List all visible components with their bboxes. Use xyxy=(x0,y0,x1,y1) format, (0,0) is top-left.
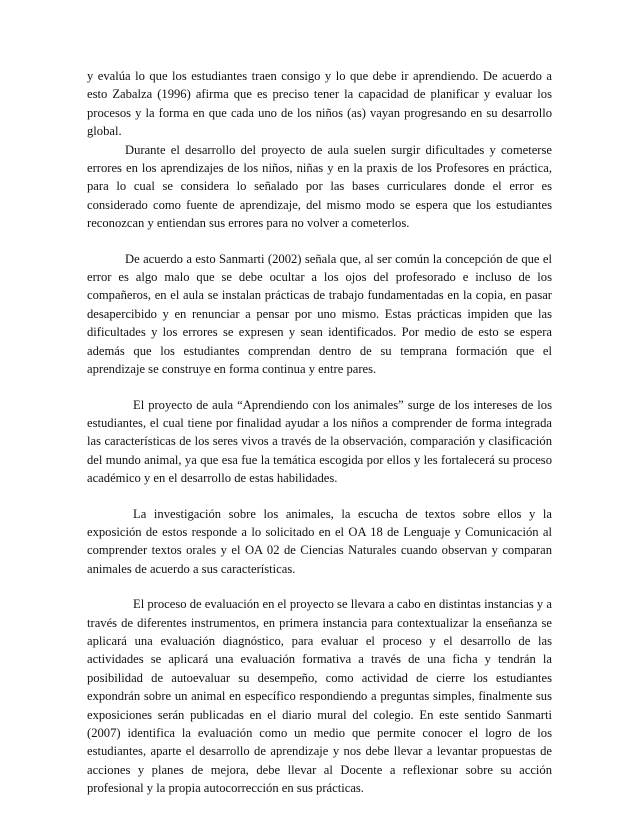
paragraph-animal-research: La investigación sobre los animales, la escucha de textos sobre ellos y la exposición de estos responde a lo solicitado en el OA 18 de Lenguaje y Comunicación al comprender textos orales y el OA 02 de Ciencias Naturales cuando observan y comparan animales de acuerdo a sus características. xyxy=(87,506,552,576)
paragraph-errors-in-project: Durante el desarrollo del proyecto de aula suelen surgir dificultades y cometerse errores en los aprendizajes de los niños, niñas y en la praxis de los Profesores en práctica, para lo cual se considera lo señalado por las bases curriculares donde el error es considerado como fuente de aprendizaje, del mismo modo se espera que los estudiantes reconozcan y entiendan sus errores para no volver a cometerlos. xyxy=(87,142,552,231)
paragraph-evaluation-process: El proceso de evaluación en el proyecto se llevara a cabo en distintas instancias y a través de diferentes instrumentos, en primera instancia para contextualizar la enseñanza se aplicará una evaluación diagnóstico, para evaluar el proceso y el desarrollo de las actividades se aplicará una evaluación formativa a través de una ficha y tendrán la posibilidad de autoevaluar su desempeño, como actividad de cierre los estudiantes expondrán sobre un animal en específico respondiendo a preguntas simples, finalmente sus exposiciones serán publicadas en el diario mural del colegio. En este sentido Sanmarti (2007) identifica la evaluación como un medio que permite conocer el logro de los estudiantes, aparte el desarrollo de aprendizaje y nos debe llevar a levantar propuestas de acciones y planes de mejora, debe llevar al Docente a reflexionar sobre su acción profesional y la propia autocorrección en sus prácticas. xyxy=(87,597,552,796)
paragraph-evaluation-intro: y evalúa lo que los estudiantes traen consigo y lo que debe ir aprendiendo. De acuerdo a esto Zabalza (1996) afirma que es preciso tener la capacidad de planificar y evaluar los procesos y la forma en que cada uno de los niños (as) vayan progresando en su desarrollo global. xyxy=(87,69,552,139)
paragraph-sanmarti-2002: De acuerdo a esto Sanmarti (2002) señala que, al ser común la concepción de que el error es algo malo que se debe ocultar a los ojos del profesorado e incluso de los compañeros, en el aula se instalan prácticas de trabajo fundamentadas en la copia, en pasar desapercibido y en renunciar a pensar por uno mismo. Estas prácticas impiden que las dificultades y los errores se expresen y sean identificados. Por medio de esto se espera además que los estudiantes comprendan dentro de su temprana formación que el aprendizaje se construye en forma continua y entre pares. xyxy=(87,251,552,377)
document-body xyxy=(87,67,552,798)
paragraph-project-description: El proyecto de aula “Aprendiendo con los animales” surge de los intereses de los estudiantes, el cual tiene por finalidad ayudar a los niños a comprender de forma integrada las características de los seres vivos a través de la observación, comparación y clasificación del mundo animal, ya que esa fue la temática escogida por ellos y les fortalecerá su proceso académico y en el desarrollo de estas habilidades. xyxy=(87,397,552,486)
